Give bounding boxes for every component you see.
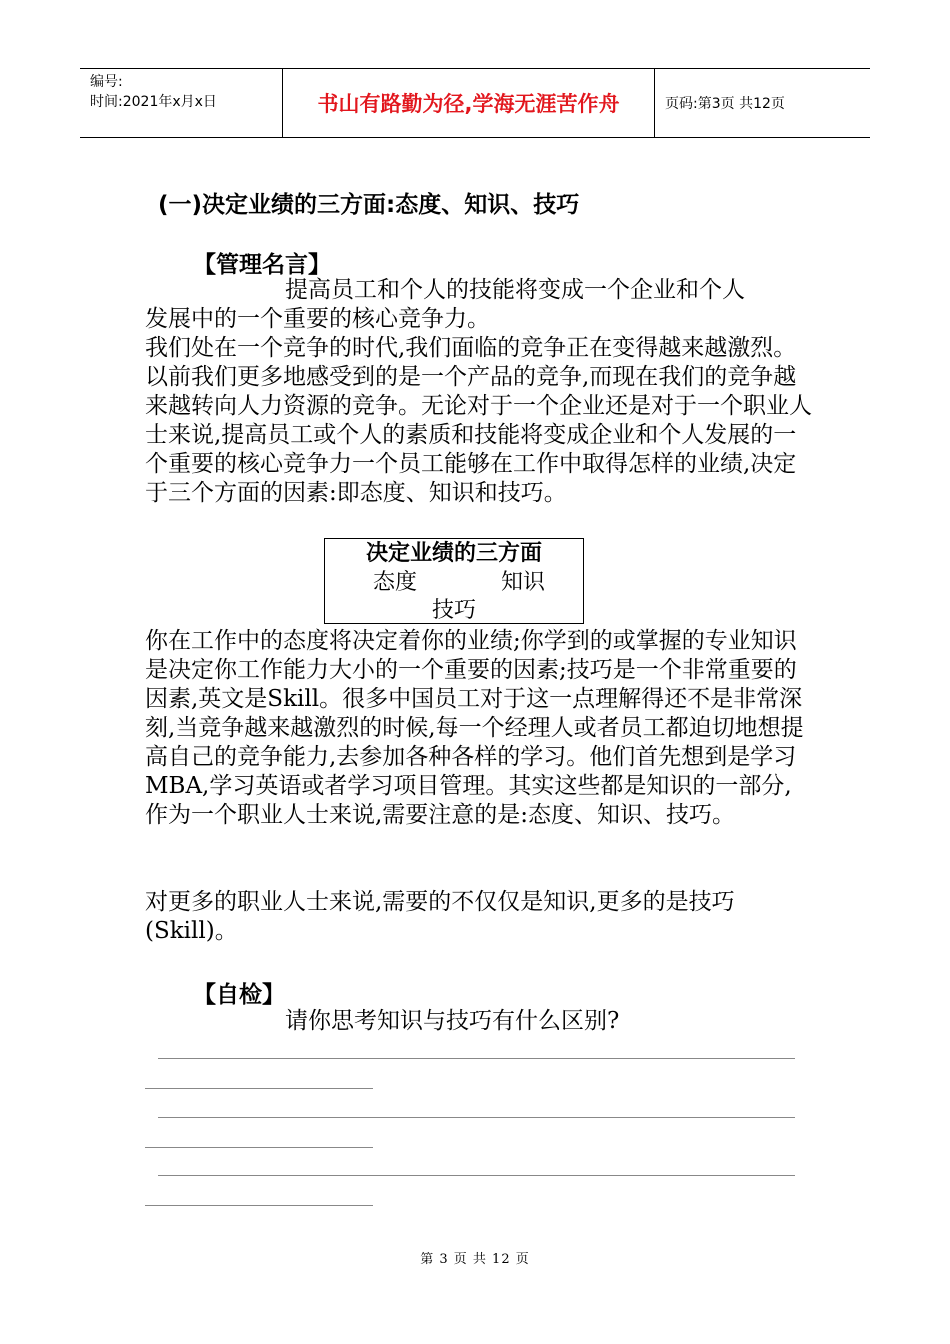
- quote-label: 【管理名言】: [193, 252, 331, 278]
- answer-line: [158, 1117, 795, 1118]
- section-title: (一)决定业绩的三方面:态度、知识、技巧: [158, 192, 580, 218]
- number-label: 编号:: [90, 74, 123, 90]
- answer-line: [158, 1175, 795, 1176]
- header-left-cell: [80, 69, 283, 137]
- paragraph-1: 我们处在一个竞争的时代,我们面临的竞争正在变得越来越激烈。以前我们更多地感受到的是一个产品的竞争,而现在我们的竞争越来越转向人力资源的竞争。无论对于一个企业还是对于一个职业人士来说,提高员工或个人的素质和技能将变成企业和个人发展的一个重要的核心竞争力一个员工能够在工作中取得怎样的业绩,决定于三个方面的因素:即态度、知识和技巧。: [145, 335, 812, 506]
- paragraph-3: 对更多的职业人士来说,需要的不仅仅是知识,更多的是技巧(Skill)。: [145, 889, 735, 944]
- page-header: [80, 68, 870, 138]
- three-aspects-box: [324, 538, 584, 624]
- answer-line: [145, 1147, 373, 1148]
- answer-line: [158, 1058, 795, 1059]
- quote-line-2: 发展中的一个重要的核心竞争力。: [145, 306, 490, 332]
- box-item-knowledge: 知识: [501, 570, 546, 595]
- answer-line: [145, 1088, 373, 1089]
- header-page-info: 页码:第3页 共12页: [665, 96, 785, 112]
- answer-line: [145, 1205, 373, 1206]
- quote-line-1: 提高员工和个人的技能将变成一个企业和个人: [285, 277, 745, 303]
- selfcheck-label: 【自检】: [193, 982, 285, 1008]
- page-footer: 第 3 页 共 12 页: [420, 1252, 530, 1267]
- box-title: 决定业绩的三方面: [365, 541, 542, 566]
- box-item-skill: 技巧: [431, 598, 476, 623]
- paragraph-2: 你在工作中的态度将决定着你的业绩;你学到的或掌握的专业知识是决定你工作能力大小的一个重要的因素;技巧是一个非常重要的因素,英文是Skill。很多中国员工对于这一点理解得还不是非常深刻,当竞争越来越激烈的时候,每一个经理人或者员工都迫切地想提高自己的竞争能力,去参加各种各样的学习。他们首先想到是学习MBA,学习英语或者学习项目管理。其实这些都是知识的一部分,作为一个职业人士来说,需要注意的是:态度、知识、技巧。: [145, 628, 804, 828]
- selfcheck-question: 请你思考知识与技巧有什么区别?: [285, 1008, 620, 1034]
- header-motto: 书山有路勤为径,学海无涯苦作舟: [283, 69, 655, 137]
- box-item-attitude: 态度: [373, 570, 418, 595]
- time-label: 时间:2021年x月x日: [90, 94, 217, 110]
